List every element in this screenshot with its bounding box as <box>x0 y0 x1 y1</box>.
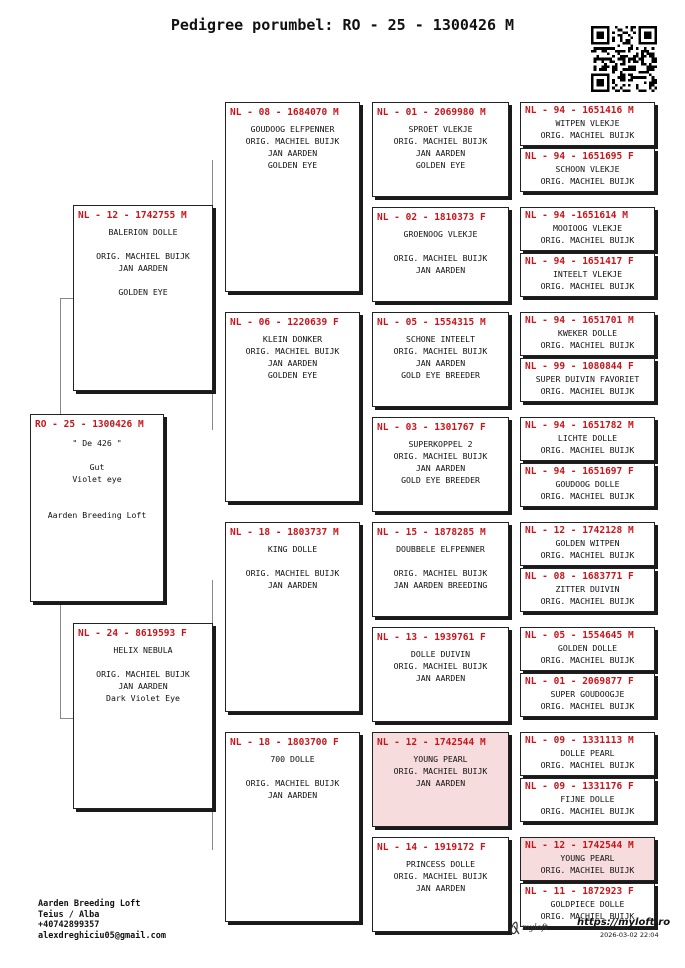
info-line: GOLD EYE BREEDER <box>401 475 480 485</box>
info-line: SCHOON VLEKJE <box>555 164 620 174</box>
info-line <box>373 240 508 252</box>
parent-card[interactable] <box>73 623 213 809</box>
pigeon-info <box>521 433 654 457</box>
info-line: GOLDEN WITPEN <box>555 538 620 548</box>
info-line: GROENOOG VLEKJE <box>403 229 478 239</box>
info-line: JAN AARDEN <box>118 681 168 691</box>
info-line: ORIG. MACHIEL BUIJK <box>245 136 340 146</box>
info-line: JAN AARDEN BREEDING <box>393 580 488 590</box>
info-line: JAN AARDEN <box>415 778 466 788</box>
info-line: ORIG. MACHIEL BUIJK <box>540 340 635 350</box>
loft-name: Aarden Breeding Loft <box>38 899 141 909</box>
ring-number: NL - 14 - 1919172 F <box>377 842 486 853</box>
email-address: alexdreghiciu05@gmail.com <box>38 930 166 941</box>
info-line: JAN AARDEN <box>415 358 466 368</box>
pigeon-info <box>521 689 654 713</box>
pigeon-info <box>373 228 508 276</box>
logo-text: myloft <box>522 923 548 932</box>
info-line: JAN AARDEN <box>267 580 318 590</box>
phone-number: +40742899357 <box>38 920 100 930</box>
info-line: ORIG. MACHIEL BUIJK <box>393 766 488 776</box>
info-line: ORIG. MACHIEL BUIJK <box>540 491 635 501</box>
ring-number: NL - 01 - 2069980 M <box>377 107 486 118</box>
ring-number: NL - 09 - 1331176 F <box>525 781 634 792</box>
ancestor-card[interactable] <box>520 673 655 717</box>
info-line: GOLDEN DOLLE <box>557 643 618 653</box>
info-line: SUPER GOUDOOGJE <box>550 689 625 699</box>
ring-number: NL - 94 - 1651417 F <box>525 256 634 267</box>
ring-number: NL - 94 - 1651697 F <box>525 466 634 477</box>
pigeon-info <box>521 538 654 562</box>
pigeon-info <box>226 543 359 591</box>
info-line: DOLLE PEARL <box>560 748 615 758</box>
info-line: ORIG. MACHIEL BUIJK <box>393 871 488 881</box>
info-line: SCHONE INTEELT <box>405 334 475 344</box>
info-line: Dark Violet Eye <box>106 693 180 703</box>
info-line: ORIG. MACHIEL BUIJK <box>393 568 488 578</box>
info-line: SUPER DUIVIN FAVORIET <box>535 374 640 384</box>
pigeon-info <box>521 853 654 877</box>
pigeon-info <box>74 644 212 704</box>
ancestor-card[interactable] <box>520 778 655 822</box>
info-line: DOLLE DUIVIN <box>410 649 471 659</box>
pigeon-info <box>373 753 508 789</box>
info-line: ORIG. MACHIEL BUIJK <box>393 451 488 461</box>
ring-number: NL - 11 - 1872923 F <box>525 886 634 897</box>
grandparent-card[interactable] <box>225 312 360 502</box>
info-line: GOLD EYE BREEDER <box>401 370 480 380</box>
info-line: JAN AARDEN <box>415 883 466 893</box>
info-line: ORIG. MACHIEL BUIJK <box>96 251 190 261</box>
info-line: Violet eye <box>72 474 122 484</box>
info-line <box>31 449 163 461</box>
info-line: FIJNE DOLLE <box>560 794 615 804</box>
info-line: GOLDEN EYE <box>118 287 168 297</box>
info-line: GOUDOOG ELFPENNER <box>250 124 335 134</box>
info-line: INTEELT VLEKJE <box>552 269 622 279</box>
info-line: ORIG. MACHIEL BUIJK <box>540 130 635 140</box>
info-line: YOUNG PEARL <box>560 853 615 863</box>
info-line: GOLDPIECE DOLLE <box>550 899 625 909</box>
grandparent-card[interactable] <box>225 732 360 922</box>
pigeon-info <box>521 479 654 503</box>
great-grandparent-card[interactable] <box>372 102 509 197</box>
ancestor-card[interactable] <box>520 732 655 776</box>
ancestor-card[interactable] <box>520 627 655 671</box>
info-line: WITPEN VLEKJE <box>555 118 620 128</box>
info-line: " De 426 " <box>72 438 122 448</box>
pigeon-info <box>226 333 359 381</box>
info-line: Aarden Breeding Loft <box>47 510 147 520</box>
info-line: ORIG. MACHIEL BUIJK <box>540 235 635 245</box>
loft-location: Teius / Alba <box>38 909 100 920</box>
qr-code-icon <box>591 26 657 92</box>
ring-number: NL - 08 - 1683771 F <box>525 571 634 582</box>
ring-number: NL - 94 -1651614 M <box>525 210 628 221</box>
ancestor-card[interactable] <box>520 463 655 507</box>
ring-number: NL - 94 - 1651701 M <box>525 315 634 326</box>
website-link[interactable]: https://myloft.ro <box>577 917 671 928</box>
pigeon-info <box>373 438 508 486</box>
info-line: JAN AARDEN <box>415 673 466 683</box>
pigeon-info <box>521 584 654 608</box>
info-line: ORIG. MACHIEL BUIJK <box>96 669 190 679</box>
info-line <box>74 274 212 286</box>
info-line: GOLDEN EYE <box>267 160 318 170</box>
pigeon-info <box>226 123 359 171</box>
info-line: JAN AARDEN <box>267 358 318 368</box>
info-line: JAN AARDEN <box>267 148 318 158</box>
info-line: ORIG. MACHIEL BUIJK <box>540 550 635 560</box>
info-line: JAN AARDEN <box>415 463 466 473</box>
info-line: ORIG. MACHIEL BUIJK <box>540 281 635 291</box>
info-line: Gut <box>89 462 105 472</box>
ring-number: NL - 01 - 2069877 F <box>525 676 634 687</box>
great-grandparent-card[interactable] <box>372 207 509 302</box>
ancestor-card[interactable] <box>520 568 655 612</box>
info-line: ORIG. MACHIEL BUIJK <box>245 568 340 578</box>
info-line: ZITTER DUIVIN <box>555 584 620 594</box>
ring-number: NL - 94 - 1651782 M <box>525 420 634 431</box>
ancestor-card[interactable] <box>520 358 655 402</box>
ancestor-card[interactable] <box>520 102 655 146</box>
info-line <box>74 238 212 250</box>
pigeon-info <box>521 223 654 247</box>
ring-number: NL - 02 - 1810373 F <box>377 212 486 223</box>
ancestor-card[interactable] <box>520 207 655 251</box>
info-line: ORIG. MACHIEL BUIJK <box>540 806 635 816</box>
info-line: ORIG. MACHIEL BUIJK <box>540 911 635 921</box>
info-line <box>74 656 212 668</box>
ring-number: NL - 99 - 1080844 F <box>525 361 634 372</box>
ancestor-card[interactable] <box>520 253 655 297</box>
ring-number: NL - 18 - 1803737 M <box>230 527 339 538</box>
info-line: ORIG. MACHIEL BUIJK <box>540 176 635 186</box>
ring-number: NL - 18 - 1803700 F <box>230 737 339 748</box>
info-line: ORIG. MACHIEL BUIJK <box>393 346 488 356</box>
connector-line <box>60 298 73 299</box>
great-grandparent-card[interactable] <box>372 522 509 617</box>
ring-number: NL - 12 - 1742544 M <box>377 737 486 748</box>
info-line: ORIG. MACHIEL BUIJK <box>540 701 635 711</box>
ancestor-card[interactable] <box>520 417 655 461</box>
pigeon-info <box>521 328 654 352</box>
info-line: GOLDEN EYE <box>415 160 466 170</box>
pigeon-info <box>373 543 508 591</box>
info-line: JAN AARDEN <box>267 790 318 800</box>
ring-number: NL - 24 - 8619593 F <box>78 628 187 639</box>
info-line: ORIG. MACHIEL BUIJK <box>540 760 635 770</box>
info-line <box>226 555 359 567</box>
great-grandparent-card[interactable] <box>372 732 509 827</box>
info-line: KWEKER DOLLE <box>557 328 618 338</box>
ring-number: NL - 05 - 1554645 M <box>525 630 634 641</box>
great-grandparent-card[interactable] <box>372 837 509 932</box>
pigeon-info <box>226 753 359 801</box>
pigeon-info <box>521 643 654 667</box>
info-line: KLEIN DONKER <box>262 334 323 344</box>
info-line: ORIG. MACHIEL BUIJK <box>393 661 488 671</box>
grandparent-card[interactable] <box>225 522 360 712</box>
info-line <box>31 497 163 509</box>
info-line: ORIG. MACHIEL BUIJK <box>540 655 635 665</box>
info-line: GOLDEN EYE <box>267 370 318 380</box>
info-line <box>31 485 163 497</box>
info-line: JAN AARDEN <box>118 263 168 273</box>
great-grandparent-card[interactable] <box>372 627 509 722</box>
pigeon-info <box>521 118 654 142</box>
ring-number: NL - 06 - 1220639 F <box>230 317 339 328</box>
grandparent-card[interactable] <box>225 102 360 292</box>
info-line: MOOIOOG VLEKJE <box>552 223 622 233</box>
ring-number: NL - 12 - 1742544 M <box>525 840 634 851</box>
pigeon-info <box>373 648 508 684</box>
ring-number: NL - 12 - 1742755 M <box>78 210 187 221</box>
info-line: JAN AARDEN <box>415 265 466 275</box>
subject-pigeon-card[interactable] <box>30 414 164 602</box>
info-line: ORIG. MACHIEL BUIJK <box>540 445 635 455</box>
info-line: HELIX NEBULA <box>113 645 173 655</box>
ring-number: NL - 13 - 1939761 F <box>377 632 486 643</box>
ring-number: NL - 09 - 1331113 M <box>525 735 634 746</box>
ring-number: NL - 08 - 1684070 M <box>230 107 339 118</box>
info-line: 700 DOLLE <box>270 754 315 764</box>
info-line: YOUNG PEARL <box>413 754 468 764</box>
pigeon-info <box>74 226 212 298</box>
page-title: Pedigree porumbel: RO - 25 - 1300426 M <box>170 16 515 34</box>
ring-number: RO - 25 - 1300426 M <box>35 419 144 430</box>
ring-number: NL - 12 - 1742128 M <box>525 525 634 536</box>
info-line: KING DOLLE <box>267 544 318 554</box>
info-line: DOUBBELE ELFPENNER <box>396 544 485 554</box>
info-line: BALERION DOLLE <box>108 227 178 237</box>
great-grandparent-card[interactable] <box>372 312 509 407</box>
ring-number: NL - 15 - 1878285 M <box>377 527 486 538</box>
pigeon-info <box>521 164 654 188</box>
info-line: LICHTE DOLLE <box>557 433 618 443</box>
info-line <box>373 555 508 567</box>
info-line <box>226 765 359 777</box>
ancestor-card[interactable] <box>520 522 655 566</box>
parent-card[interactable] <box>73 205 213 391</box>
pigeon-info <box>521 748 654 772</box>
ring-number: NL - 94 - 1651695 F <box>525 151 634 162</box>
pigeon-info <box>521 269 654 293</box>
pigeon-info <box>373 333 508 381</box>
ancestor-card[interactable] <box>520 312 655 356</box>
info-line: GOUDOOG DOLLE <box>555 479 620 489</box>
pigeon-info <box>521 794 654 818</box>
info-line: SPROET VLEKJE <box>408 124 473 134</box>
pigeon-info <box>521 374 654 398</box>
ring-number: NL - 05 - 1554315 M <box>377 317 486 328</box>
info-line: PRINCESS DOLLE <box>405 859 475 869</box>
ring-number: NL - 03 - 1301767 F <box>377 422 486 433</box>
info-line: ORIG. MACHIEL BUIJK <box>245 778 340 788</box>
great-grandparent-card[interactable] <box>372 417 509 512</box>
ancestor-card[interactable] <box>520 148 655 192</box>
ancestor-card[interactable] <box>520 837 655 881</box>
connector-line <box>60 718 73 719</box>
info-line: ORIG. MACHIEL BUIJK <box>393 253 488 263</box>
myloft-logo-icon <box>508 916 548 938</box>
pigeon-info <box>373 858 508 894</box>
info-line: ORIG. MACHIEL BUIJK <box>245 346 340 356</box>
info-line: ORIG. MACHIEL BUIJK <box>540 386 635 396</box>
info-line: ORIG. MACHIEL BUIJK <box>540 865 635 875</box>
info-line: JAN AARDEN <box>415 148 466 158</box>
info-line: ORIG. MACHIEL BUIJK <box>540 596 635 606</box>
timestamp: 2026-03-02 22:04 <box>600 931 659 939</box>
info-line: ORIG. MACHIEL BUIJK <box>393 136 488 146</box>
ring-number: NL - 94 - 1651416 M <box>525 105 634 116</box>
breeder-contact <box>38 899 166 941</box>
info-line: SUPERKOPPEL 2 <box>408 439 473 449</box>
pigeon-info <box>373 123 508 171</box>
pigeon-info <box>31 437 163 521</box>
